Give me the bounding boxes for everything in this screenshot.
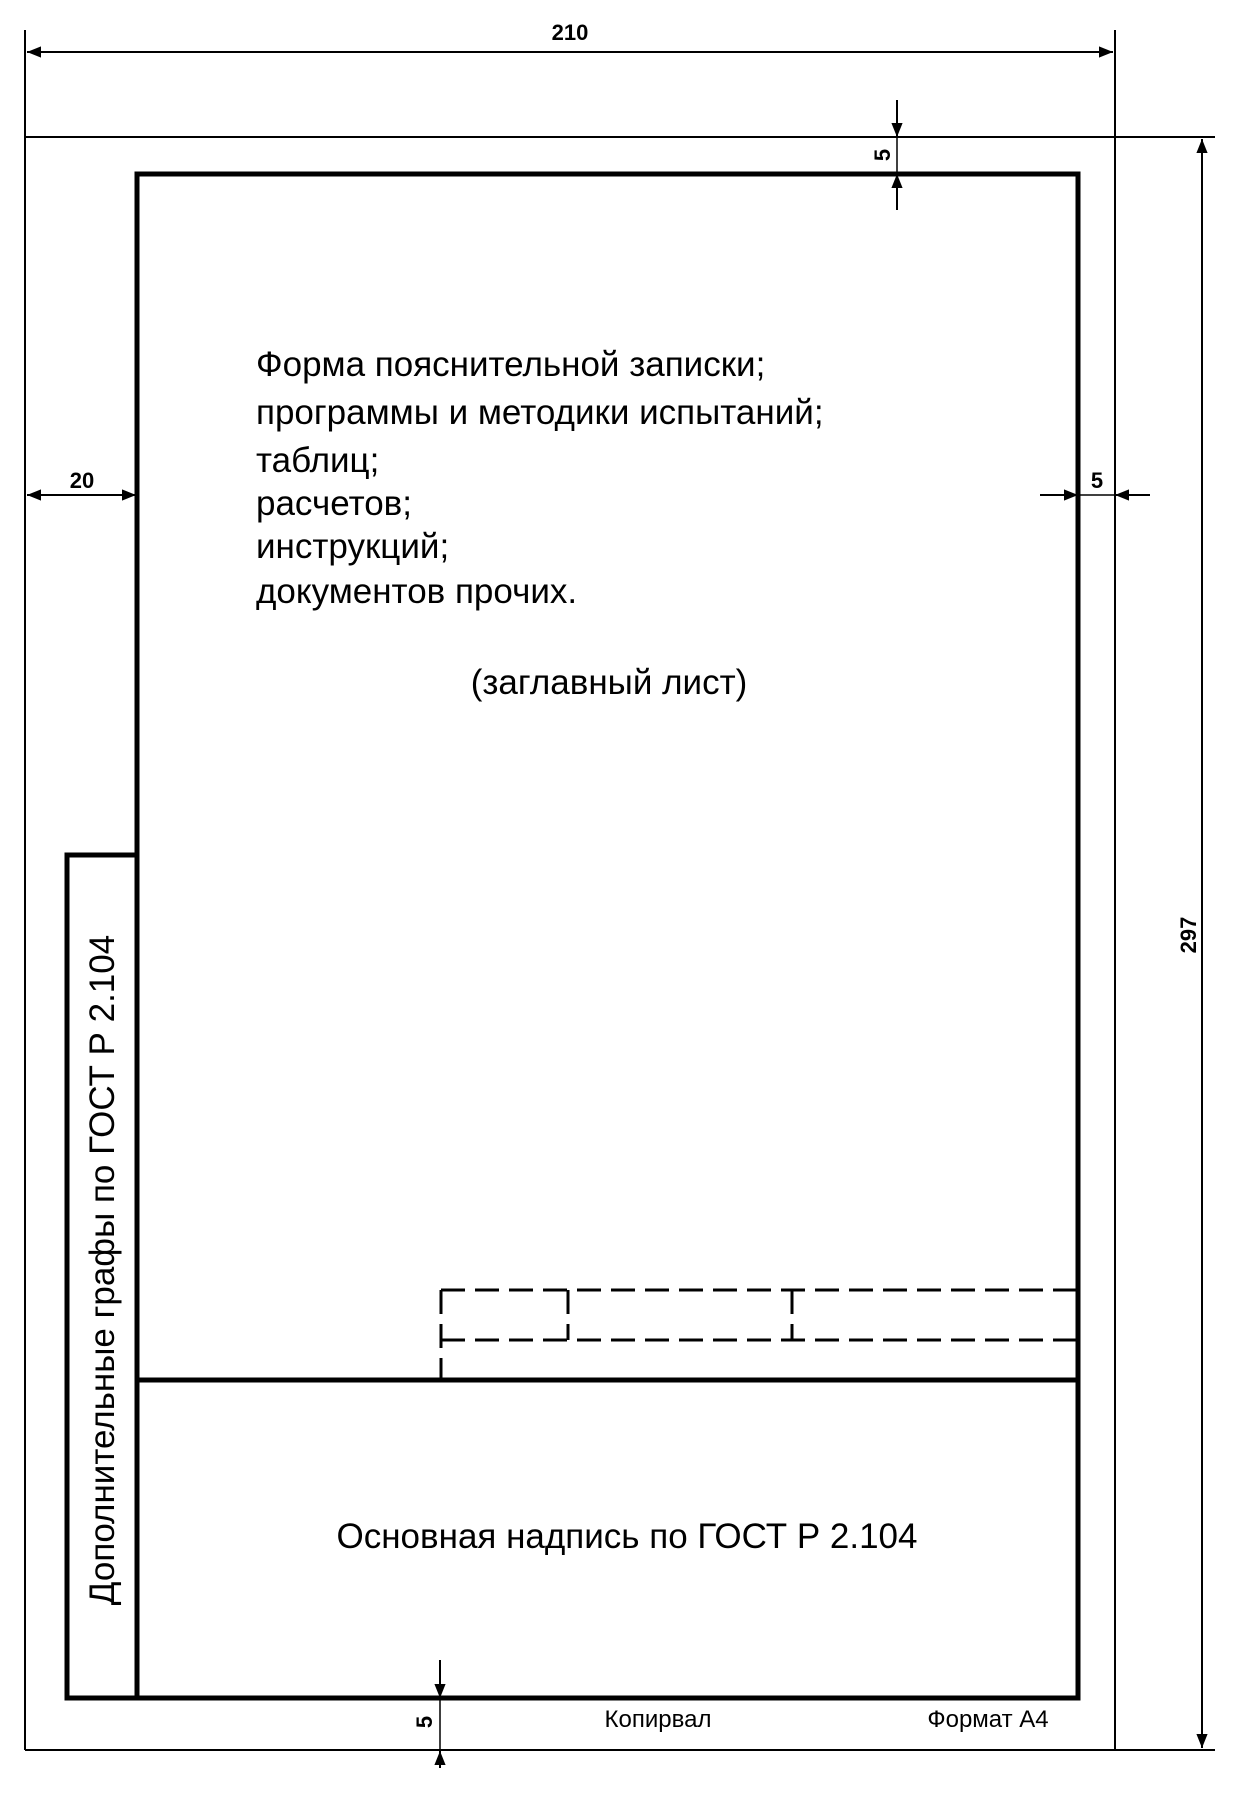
top-margin-label: 5: [870, 148, 895, 162]
side-strip-label: Дополнительные графы по ГОСТ Р 2.104: [83, 934, 122, 1606]
width-dimension: [27, 20, 1113, 52]
title-line: расчетов;: [256, 484, 412, 523]
title-lines: [256, 345, 824, 611]
left-margin-dimension: [27, 468, 136, 495]
title-line: таблиц;: [256, 441, 380, 480]
width-label: 210: [551, 20, 589, 45]
right-margin-label: 5: [1090, 468, 1104, 493]
title-line: программы и методики испытаний;: [256, 393, 824, 432]
dashed-columns: [441, 1290, 1078, 1380]
title-block-label: Основная надпись по ГОСТ Р 2.104: [336, 1517, 918, 1556]
bottom-margin-label: 5: [412, 1715, 437, 1729]
title-line: Форма пояснительной записки;: [256, 345, 766, 384]
left-margin-label: 20: [69, 468, 95, 493]
height-dimension: [1176, 139, 1202, 1748]
title-line: документов прочих.: [256, 572, 578, 611]
format-label: Формат А4: [927, 1706, 1049, 1733]
copier-label: Копирвал: [604, 1706, 712, 1733]
title-line: инструкций;: [256, 527, 450, 566]
height-label: 297: [1176, 916, 1201, 954]
subtitle: (заглавный лист): [470, 663, 748, 702]
sheet-outline: [25, 30, 1215, 1750]
